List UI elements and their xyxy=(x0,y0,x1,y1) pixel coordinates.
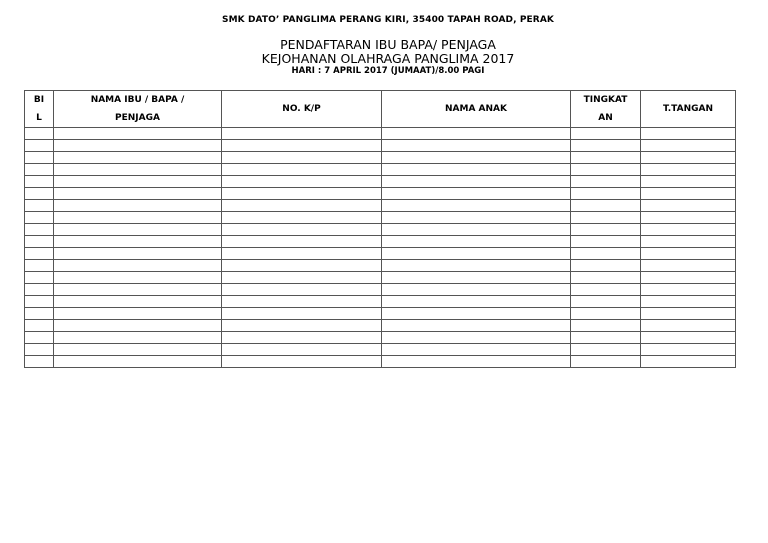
table-row xyxy=(25,236,736,248)
tandatangan-cell[interactable] xyxy=(641,296,736,308)
column-header-tingkatan-line1: TINGKAT xyxy=(583,95,628,105)
no-kp-cell[interactable] xyxy=(222,212,382,224)
table-row xyxy=(25,176,736,188)
tingkatan-cell[interactable] xyxy=(571,296,641,308)
tingkatan-cell[interactable] xyxy=(571,152,641,164)
event-date-line: HARI : 7 APRIL 2017 (JUMAAT)/8.00 PAGI xyxy=(291,66,485,76)
form-title-line1: PENDAFTARAN IBU BAPA/ PENJAGA xyxy=(280,37,496,52)
tingkatan-cell[interactable] xyxy=(571,128,641,140)
nama-penjaga-cell[interactable] xyxy=(54,332,222,344)
nama-anak-cell[interactable] xyxy=(382,356,571,368)
nama-anak-cell[interactable] xyxy=(382,212,571,224)
bil-cell[interactable] xyxy=(25,332,54,344)
no-kp-cell[interactable] xyxy=(222,296,382,308)
bil-cell[interactable] xyxy=(25,224,54,236)
nama-penjaga-cell[interactable] xyxy=(54,200,222,212)
tingkatan-cell[interactable] xyxy=(571,200,641,212)
bil-cell[interactable] xyxy=(25,356,54,368)
no-kp-cell[interactable] xyxy=(222,176,382,188)
form-title-line2: KEJOHANAN OLAHRAGA PANGLIMA 2017 xyxy=(261,51,515,66)
tandatangan-cell[interactable] xyxy=(641,164,736,176)
tandatangan-cell[interactable] xyxy=(641,332,736,344)
nama-anak-cell[interactable] xyxy=(382,224,571,236)
no-kp-cell[interactable] xyxy=(222,272,382,284)
bil-cell[interactable] xyxy=(25,152,54,164)
table-row xyxy=(25,260,736,272)
no-kp-cell[interactable] xyxy=(222,224,382,236)
tingkatan-cell[interactable] xyxy=(571,248,641,260)
tingkatan-cell[interactable] xyxy=(571,236,641,248)
column-header-kp-label: NO. K/P xyxy=(282,104,321,114)
nama-anak-cell[interactable] xyxy=(382,332,571,344)
tandatangan-cell[interactable] xyxy=(641,272,736,284)
table-row xyxy=(25,212,736,224)
tingkatan-cell[interactable] xyxy=(571,356,641,368)
bil-cell[interactable] xyxy=(25,140,54,152)
no-kp-cell[interactable] xyxy=(222,320,382,332)
tandatangan-cell[interactable] xyxy=(641,128,736,140)
no-kp-cell[interactable] xyxy=(222,248,382,260)
nama-anak-cell[interactable] xyxy=(382,236,571,248)
tingkatan-cell[interactable] xyxy=(571,332,641,344)
bil-cell[interactable] xyxy=(25,284,54,296)
column-header-no-kp xyxy=(222,91,382,128)
nama-penjaga-cell[interactable] xyxy=(54,272,222,284)
nama-penjaga-cell[interactable] xyxy=(54,236,222,248)
nama-penjaga-cell[interactable] xyxy=(54,176,222,188)
no-kp-cell[interactable] xyxy=(222,332,382,344)
tandatangan-cell[interactable] xyxy=(641,236,736,248)
table-row xyxy=(25,344,736,356)
tandatangan-cell[interactable] xyxy=(641,260,736,272)
table-row xyxy=(25,284,736,296)
nama-anak-cell[interactable] xyxy=(382,140,571,152)
tandatangan-cell[interactable] xyxy=(641,320,736,332)
column-header-anak-label: NAMA ANAK xyxy=(445,104,507,114)
nama-penjaga-cell[interactable] xyxy=(54,224,222,236)
nama-anak-cell[interactable] xyxy=(382,152,571,164)
nama-penjaga-cell[interactable] xyxy=(54,284,222,296)
tandatangan-cell[interactable] xyxy=(641,344,736,356)
tandatangan-cell[interactable] xyxy=(641,152,736,164)
table-row xyxy=(25,320,736,332)
tandatangan-cell[interactable] xyxy=(641,212,736,224)
nama-anak-cell[interactable] xyxy=(382,164,571,176)
table-body xyxy=(25,128,736,368)
table-row xyxy=(25,332,736,344)
nama-anak-cell[interactable] xyxy=(382,296,571,308)
no-kp-cell[interactable] xyxy=(222,236,382,248)
bil-cell[interactable] xyxy=(25,272,54,284)
tandatangan-cell[interactable] xyxy=(641,140,736,152)
bil-cell[interactable] xyxy=(25,248,54,260)
bil-cell[interactable] xyxy=(25,344,54,356)
bil-cell[interactable] xyxy=(25,308,54,320)
table-row xyxy=(25,308,736,320)
nama-anak-cell[interactable] xyxy=(382,308,571,320)
no-kp-cell[interactable] xyxy=(222,164,382,176)
column-header-nama-anak xyxy=(382,91,571,128)
no-kp-cell[interactable] xyxy=(222,344,382,356)
table-row xyxy=(25,272,736,284)
no-kp-cell[interactable] xyxy=(222,128,382,140)
no-kp-cell[interactable] xyxy=(222,188,382,200)
no-kp-cell[interactable] xyxy=(222,308,382,320)
tandatangan-cell[interactable] xyxy=(641,356,736,368)
column-header-nama-penjaga xyxy=(54,91,222,128)
school-address-heading: SMK DATO’ PANGLIMA PERANG KIRI, 35400 TAPAH ROAD, PERAK xyxy=(222,15,554,25)
no-kp-cell[interactable] xyxy=(222,152,382,164)
nama-anak-cell[interactable] xyxy=(382,260,571,272)
nama-penjaga-cell[interactable] xyxy=(54,212,222,224)
table-row xyxy=(25,164,736,176)
table-row xyxy=(25,200,736,212)
no-kp-cell[interactable] xyxy=(222,260,382,272)
nama-penjaga-cell[interactable] xyxy=(54,320,222,332)
nama-anak-cell[interactable] xyxy=(382,200,571,212)
tandatangan-cell[interactable] xyxy=(641,200,736,212)
tingkatan-cell[interactable] xyxy=(571,164,641,176)
table-row xyxy=(25,128,736,140)
nama-penjaga-cell[interactable] xyxy=(54,164,222,176)
no-kp-cell[interactable] xyxy=(222,284,382,296)
no-kp-cell[interactable] xyxy=(222,356,382,368)
column-header-tingkatan-line2: AN xyxy=(598,113,613,123)
bil-cell[interactable] xyxy=(25,260,54,272)
table-row xyxy=(25,140,736,152)
nama-anak-cell[interactable] xyxy=(382,344,571,356)
bil-cell[interactable] xyxy=(25,236,54,248)
table-row xyxy=(25,152,736,164)
column-header-tingkatan xyxy=(571,91,641,128)
tingkatan-cell[interactable] xyxy=(571,344,641,356)
table-header-row xyxy=(25,91,736,128)
nama-anak-cell[interactable] xyxy=(382,284,571,296)
no-kp-cell[interactable] xyxy=(222,140,382,152)
column-header-bil-line1: BI xyxy=(33,95,45,105)
nama-penjaga-cell[interactable] xyxy=(54,248,222,260)
nama-anak-cell[interactable] xyxy=(382,272,571,284)
tandatangan-cell[interactable] xyxy=(641,176,736,188)
nama-penjaga-cell[interactable] xyxy=(54,140,222,152)
column-header-nama-line1: NAMA IBU / BAPA / xyxy=(90,95,185,105)
tingkatan-cell[interactable] xyxy=(571,320,641,332)
tandatangan-cell[interactable] xyxy=(641,284,736,296)
nama-penjaga-cell[interactable] xyxy=(54,260,222,272)
nama-anak-cell[interactable] xyxy=(382,188,571,200)
column-header-tt-label: T.TANGAN xyxy=(662,104,713,114)
tingkatan-cell[interactable] xyxy=(571,308,641,320)
bil-cell[interactable] xyxy=(25,200,54,212)
tingkatan-cell[interactable] xyxy=(571,260,641,272)
tandatangan-cell[interactable] xyxy=(641,224,736,236)
column-header-nama-line2: PENJAGA xyxy=(115,113,160,123)
registration-table xyxy=(24,90,736,368)
tingkatan-cell[interactable] xyxy=(571,140,641,152)
nama-penjaga-cell[interactable] xyxy=(54,344,222,356)
bil-cell[interactable] xyxy=(25,176,54,188)
bil-cell[interactable] xyxy=(25,164,54,176)
tingkatan-cell[interactable] xyxy=(571,188,641,200)
tingkatan-cell[interactable] xyxy=(571,284,641,296)
tandatangan-cell[interactable] xyxy=(641,308,736,320)
no-kp-cell[interactable] xyxy=(222,200,382,212)
tingkatan-cell[interactable] xyxy=(571,224,641,236)
table-row xyxy=(25,248,736,260)
nama-anak-cell[interactable] xyxy=(382,248,571,260)
column-header-tandatangan xyxy=(641,91,736,128)
tingkatan-cell[interactable] xyxy=(571,272,641,284)
column-header-bil-line2: L xyxy=(36,113,42,123)
tingkatan-cell[interactable] xyxy=(571,176,641,188)
tandatangan-cell[interactable] xyxy=(641,188,736,200)
tandatangan-cell[interactable] xyxy=(641,248,736,260)
nama-penjaga-cell[interactable] xyxy=(54,308,222,320)
table-row xyxy=(25,224,736,236)
nama-penjaga-cell[interactable] xyxy=(54,128,222,140)
table-row xyxy=(25,188,736,200)
table-row xyxy=(25,356,736,368)
nama-anak-cell[interactable] xyxy=(382,320,571,332)
bil-cell[interactable] xyxy=(25,212,54,224)
nama-penjaga-cell[interactable] xyxy=(54,296,222,308)
nama-penjaga-cell[interactable] xyxy=(54,152,222,164)
bil-cell[interactable] xyxy=(25,188,54,200)
bil-cell[interactable] xyxy=(25,128,54,140)
nama-penjaga-cell[interactable] xyxy=(54,188,222,200)
column-header-bil xyxy=(25,91,54,128)
bil-cell[interactable] xyxy=(25,296,54,308)
table-row xyxy=(25,296,736,308)
nama-anak-cell[interactable] xyxy=(382,128,571,140)
nama-anak-cell[interactable] xyxy=(382,176,571,188)
tingkatan-cell[interactable] xyxy=(571,212,641,224)
nama-penjaga-cell[interactable] xyxy=(54,356,222,368)
bil-cell[interactable] xyxy=(25,320,54,332)
